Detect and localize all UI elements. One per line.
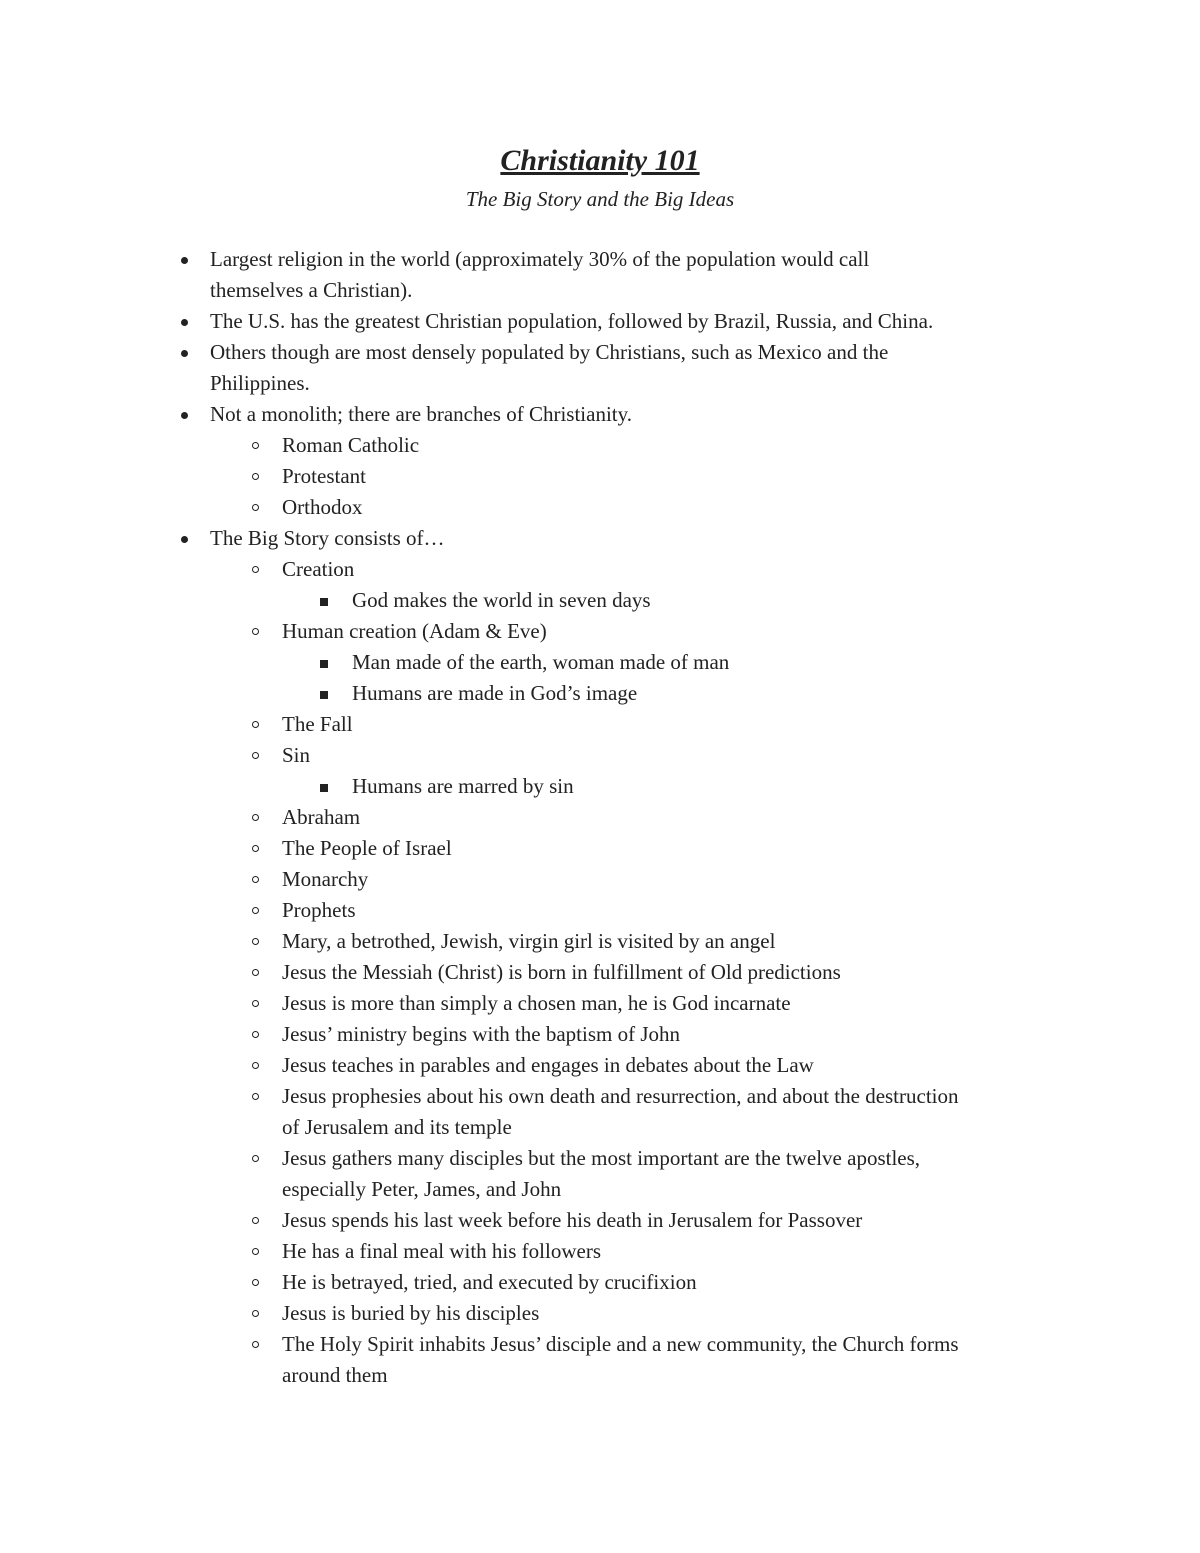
list-item: The Holy Spirit inhabits Jesus’ disciple and a new community, the Church forms — [282, 1332, 959, 1356]
list-item: Jesus the Messiah (Christ) is born in fulfillment of Old predictions — [282, 960, 841, 984]
list-item: Human creation (Adam & Eve) — [282, 619, 547, 643]
list-item: Protestant — [282, 464, 366, 488]
list-item: Others though are most densely populated by Christians, such as Mexico and the — [210, 340, 889, 364]
list-item: Not a monolith; there are branches of Christianity. — [210, 402, 633, 426]
list-item: The U.S. has the greatest Christian population, followed by Brazil, Russia, and China. — [210, 309, 934, 333]
list-item: Jesus gathers many disciples but the most important are the twelve apostles, — [282, 1146, 921, 1170]
list-item: Abraham — [282, 805, 361, 829]
list-item: Creation — [282, 557, 355, 581]
list-item: Mary, a betrothed, Jewish, virgin girl is visited by an angel — [282, 929, 776, 953]
list-item: Orthodox — [282, 495, 363, 519]
list-item: He has a final meal with his followers — [282, 1239, 601, 1263]
list-item: The Big Story consists of… — [210, 526, 445, 550]
list-item-continuation: Philippines. — [210, 371, 310, 395]
list-item: Roman Catholic — [282, 433, 420, 457]
document-title: Christianity 101 — [500, 144, 700, 177]
list-item: Jesus is buried by his disciples — [282, 1301, 540, 1325]
list-item-continuation: around them — [282, 1363, 388, 1387]
list-item: The Fall — [282, 712, 353, 736]
list-item: Sin — [282, 743, 311, 767]
list-item: He is betrayed, tried, and executed by crucifixion — [282, 1270, 697, 1294]
list-item: Monarchy — [282, 867, 369, 891]
list-item: Humans are made in God’s image — [352, 681, 638, 705]
list-item-continuation: of Jerusalem and its temple — [282, 1115, 512, 1139]
list-item: Man made of the earth, woman made of man — [352, 650, 730, 674]
list-item: Jesus’ ministry begins with the baptism of John — [282, 1022, 681, 1046]
list-item: Jesus spends his last week before his death in Jerusalem for Passover — [282, 1208, 863, 1232]
list-item: The People of Israel — [282, 836, 452, 860]
list-item-continuation: themselves a Christian). — [210, 278, 413, 302]
list-item: Jesus is more than simply a chosen man, he is God incarnate — [282, 991, 791, 1015]
list-item: Prophets — [282, 898, 356, 922]
list-item: Humans are marred by sin — [352, 774, 574, 798]
list-item: Jesus prophesies about his own death and resurrection, and about the destruction — [282, 1084, 959, 1108]
list-item-continuation: especially Peter, James, and John — [282, 1177, 562, 1201]
list-item: God makes the world in seven days — [352, 588, 651, 612]
list-item: Largest religion in the world (approximately 30% of the population would call — [210, 247, 870, 271]
list-item: Jesus teaches in parables and engages in debates about the Law — [282, 1053, 814, 1077]
document-subtitle: The Big Story and the Big Ideas — [465, 187, 735, 211]
